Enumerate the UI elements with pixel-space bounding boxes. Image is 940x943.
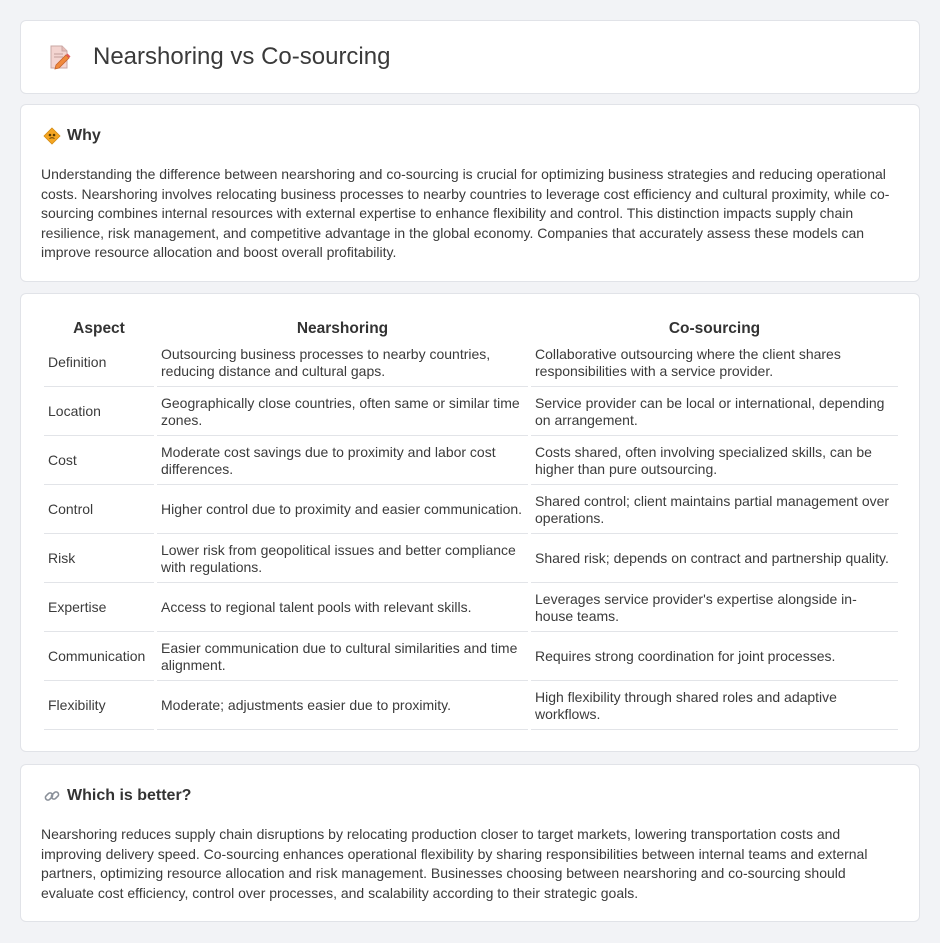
page-title: Nearshoring vs Co-sourcing bbox=[93, 43, 391, 70]
cosourcing-cell: Costs shared, often involving specialized skills, can be higher than pure outsourcing. bbox=[531, 438, 898, 485]
aspect-cell: Definition bbox=[44, 340, 154, 387]
aspect-cell: Control bbox=[44, 487, 154, 534]
table-row bbox=[44, 585, 898, 632]
cosourcing-cell: Service provider can be local or international, depending on arrangement. bbox=[531, 389, 898, 436]
table-row bbox=[44, 536, 898, 583]
header-aspect: Aspect bbox=[73, 320, 125, 337]
header-nearshoring: Nearshoring bbox=[296, 320, 389, 337]
better-text: Nearshoring reduces supply chain disruptions by relocating production closer to target markets, lowering transportation costs and improving delivery speed. Co-sourcing enhances operational flexibility by sharing responsibilities between internal teams and external partners, optimizing resource allocation and risk management. Businesses choosing between nearshoring and co-sourcing should evaluate cost efficiency, control over processes, and scalability according to their strategic goals. bbox=[41, 826, 868, 901]
nearshoring-cell: Lower risk from geopolitical issues and better compliance with regulations. bbox=[157, 536, 528, 583]
aspect-cell: Risk bbox=[44, 536, 154, 583]
table-header-row bbox=[44, 316, 898, 338]
why-title: Why bbox=[67, 127, 101, 144]
table-row bbox=[44, 487, 898, 534]
header-cosourcing: Co-sourcing bbox=[668, 320, 761, 337]
cosourcing-cell: Requires strong coordination for joint processes. bbox=[531, 634, 898, 681]
nearshoring-cell: Easier communication due to cultural similarities and time alignment. bbox=[157, 634, 528, 681]
table-row bbox=[44, 389, 898, 436]
cosourcing-cell: High flexibility through shared roles and adaptive workflows. bbox=[531, 683, 898, 730]
better-title: Which is better? bbox=[67, 787, 192, 804]
diamond-warning-icon bbox=[43, 127, 61, 145]
nearshoring-cell: Geographically close countries, often same or similar time zones. bbox=[157, 389, 528, 436]
table-row bbox=[44, 683, 898, 730]
better-heading bbox=[43, 787, 191, 805]
aspect-cell: Location bbox=[44, 389, 154, 436]
table-row bbox=[44, 340, 898, 387]
aspect-cell: Communication bbox=[44, 634, 154, 681]
cosourcing-cell: Collaborative outsourcing where the client shares responsibilities with a service provider. bbox=[531, 340, 898, 387]
nearshoring-cell: Higher control due to proximity and easier communication. bbox=[157, 487, 528, 534]
title-card bbox=[20, 20, 920, 94]
nearshoring-cell: Outsourcing business processes to nearby countries, reducing distance and cultural gaps. bbox=[157, 340, 528, 387]
aspect-cell: Flexibility bbox=[44, 683, 154, 730]
document-pencil-icon bbox=[45, 43, 73, 71]
aspect-cell: Expertise bbox=[44, 585, 154, 632]
why-heading bbox=[43, 127, 101, 145]
table-row bbox=[44, 438, 898, 485]
cosourcing-cell: Shared risk; depends on contract and partnership quality. bbox=[531, 536, 898, 583]
table-row bbox=[44, 634, 898, 681]
aspect-cell: Cost bbox=[44, 438, 154, 485]
nearshoring-cell: Moderate; adjustments easier due to proximity. bbox=[157, 683, 528, 730]
comparison-card bbox=[20, 293, 920, 752]
why-section bbox=[20, 104, 920, 282]
cosourcing-cell: Shared control; client maintains partial management over operations. bbox=[531, 487, 898, 534]
nearshoring-cell: Moderate cost savings due to proximity and labor cost differences. bbox=[157, 438, 528, 485]
link-icon bbox=[43, 787, 61, 805]
comparison-table bbox=[41, 314, 901, 732]
why-text: Understanding the difference between nearshoring and co-sourcing is crucial for optimizing business strategies and reducing operational costs. Nearshoring involves relocating business processes to nearby countries to leverage cost efficiency and cultural proximity, while co-sourcing combines internal resources with external expertise to enhance flexibility and control. This distinction impacts supply chain resilience, risk management, and competitive advantage in the global economy. Companies that accurately assess these models can improve resource allocation and boost overall profitability. bbox=[41, 166, 890, 260]
cosourcing-cell: Leverages service provider's expertise alongside in-house teams. bbox=[531, 585, 898, 632]
which-is-better-section bbox=[20, 764, 920, 922]
nearshoring-cell: Access to regional talent pools with relevant skills. bbox=[157, 585, 528, 632]
